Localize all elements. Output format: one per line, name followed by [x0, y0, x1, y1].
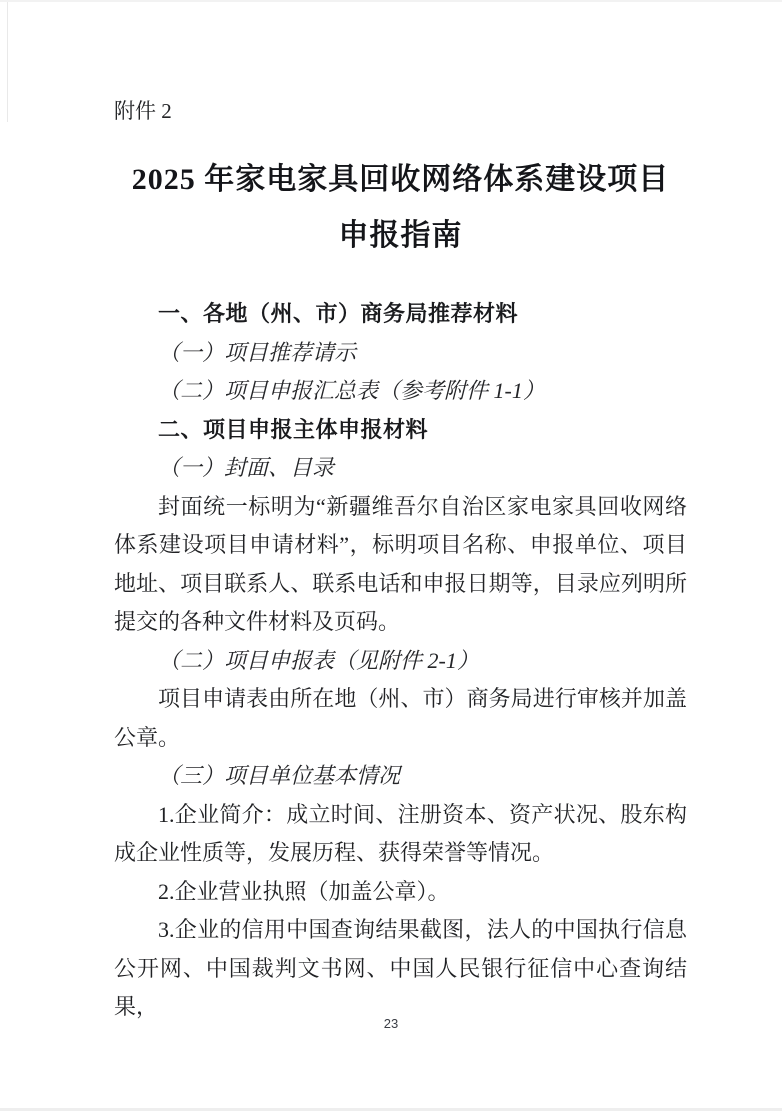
section-heading-recommendation-materials: 一、各地（州、市）商务局推荐材料 — [158, 301, 519, 326]
attachment-label: 附件 2 — [114, 99, 172, 123]
paragraph-form-review: 项目申请表由所在地（州、市）商务局进行审核并加盖公章。 — [114, 686, 687, 750]
document-title — [114, 152, 687, 264]
subsection-declaration-form: （二）项目申报表（见附件 2-1） — [158, 647, 479, 673]
paragraph-item-1-company-profile: 1.企业简介：成立时间、注册资本、资产状况、股东构成企业性质等，发展历程、获得荣誉等情况。 — [114, 801, 687, 865]
paragraph-item-3-credit-check: 3.企业的信用中国查询结果截图，法人的中国执行信息公开网、中国裁判文书网、中国人民银行征信中心查询结果， — [114, 917, 687, 1019]
document-body — [114, 295, 687, 1027]
subsection-project-recommendation: （一）项目推荐请示 — [158, 339, 357, 365]
document-title-line1: 2025 年家电家具回收网络体系建设项目 — [131, 163, 670, 196]
paragraph-cover-requirements: 封面统一标明为“新疆维吾尔自治区家电家具回收网络体系建设项目申请材料”，标明项目名称、申报单位、项目地址、项目联系人、联系电话和申报日期等，目录应列明所提交的各种文件材料及页码。 — [114, 493, 687, 634]
page-number: 23 — [383, 1016, 399, 1031]
subsection-declaration-summary-table: （二）项目申报汇总表（参考附件 1-1） — [158, 378, 545, 403]
paragraph-item-2-business-license: 2.企业营业执照（加盖公章）。 — [158, 878, 450, 904]
section-heading-applicant-materials: 二、项目申报主体申报材料 — [158, 416, 429, 442]
subsection-cover-and-contents: （一）封面、目录 — [158, 455, 335, 480]
document-title-line2: 申报指南 — [338, 219, 463, 252]
subsection-unit-basic-info: （三）项目单位基本情况 — [158, 763, 401, 788]
